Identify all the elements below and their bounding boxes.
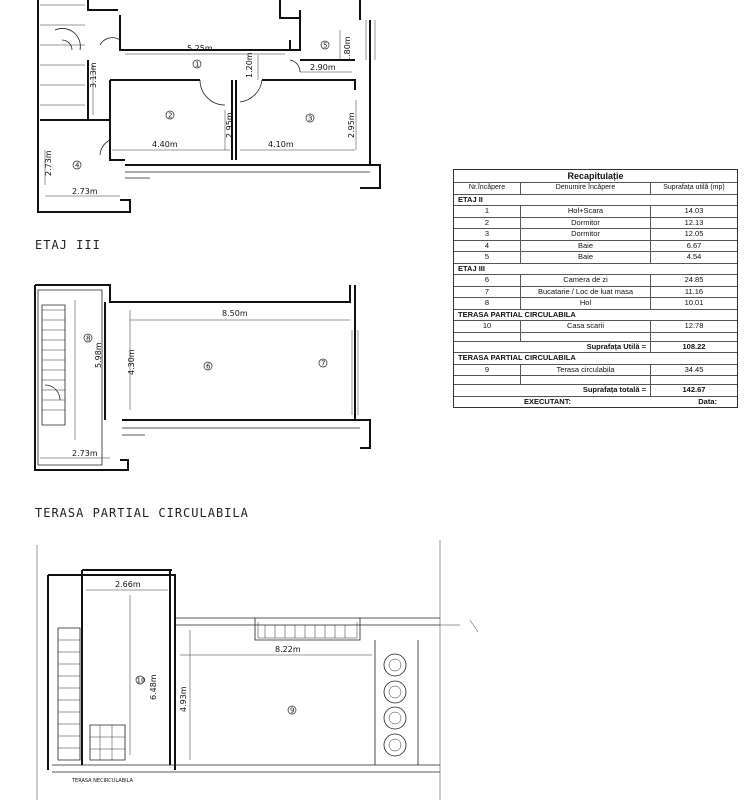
title-etaj-iii: ETAJ III [35, 238, 101, 252]
cell-name: Camera de zi [521, 275, 651, 286]
recap-table [453, 169, 738, 408]
dim-4-30m: 4.30m [127, 349, 136, 375]
table-row [454, 275, 737, 287]
dim-2-95m-right: 2.95m [347, 112, 356, 138]
cell-nr: 8 [454, 298, 521, 309]
cell-area: 4.54 [686, 252, 702, 261]
table-row [454, 241, 737, 253]
dim-4-93m: 4.93m [179, 686, 188, 712]
dim-2-66m: 2.66m [115, 580, 141, 589]
recap-title: Recapitulație [454, 170, 737, 183]
executant-row [454, 397, 737, 408]
executant-label: EXECUTANT: [524, 396, 571, 406]
header-area: Suprafața utilă (mp) [663, 184, 725, 191]
dim-5-98m: 5.98m [94, 342, 103, 368]
table-row [454, 252, 737, 264]
cell-area: 14.03 [684, 206, 704, 215]
total-area-value: 142.67 [682, 385, 706, 394]
dim-2-73m-horizontal: 2.73m [72, 187, 98, 196]
section-etaj-iii: ETAJ III [454, 264, 737, 276]
cell-name: Hol [521, 298, 651, 309]
section-terasa-1: TERASA PARTIAL CIRCULABILA [454, 310, 737, 322]
room-number-9: 9 [290, 706, 295, 715]
room-number-3: 3 [308, 114, 313, 123]
table-row [454, 298, 737, 310]
floor-plan-etaj-iii [35, 285, 370, 470]
cell-area: 34.45 [684, 364, 704, 374]
section-terasa-2: TERASA PARTIAL CIRCULABILA [454, 353, 737, 365]
cell-nr: 3 [454, 229, 521, 240]
cell-nr: 1 [454, 206, 521, 217]
cell-nr: 9 [454, 365, 521, 376]
spacer-row [454, 376, 737, 385]
date-label: Data: [698, 396, 717, 406]
cell-area: 11.16 [684, 286, 704, 296]
dim-4-10m: 4.10m [268, 140, 294, 149]
total-area-row [454, 385, 737, 397]
cell-name: Casa scarii [521, 321, 651, 332]
room-number-7: 7 [321, 359, 326, 368]
cell-area: 6.67 [686, 240, 702, 250]
table-row [454, 229, 737, 241]
room-number-8: 8 [86, 334, 91, 343]
room-number-6: 6 [206, 362, 211, 371]
dim-2-73m: 2.73m [72, 449, 98, 458]
dim-5-25m: 5.25m [187, 44, 213, 53]
room-number-1: 1 [195, 60, 200, 69]
table-row [454, 287, 737, 299]
room-number-2: 2 [168, 111, 173, 120]
total-area-label: Suprafața totală = [520, 385, 651, 396]
cell-area: 24.85 [684, 275, 704, 284]
cell-nr: 4 [454, 241, 521, 252]
cell-name: Bucatarie / Loc de luat masa [521, 287, 651, 298]
dim-1-80m: 1.80m [343, 36, 352, 62]
header-room-number: Nr.încăpere [454, 183, 521, 194]
room-number-4: 4 [75, 161, 80, 170]
dim-8-50m: 8.50m [222, 309, 248, 318]
table-row [454, 321, 737, 333]
cell-nr: 6 [454, 275, 521, 286]
dim-1-20m: 1.20m [245, 52, 254, 78]
dim-6-48m: 6.48m [149, 674, 158, 700]
cell-nr: 10 [454, 321, 521, 332]
cell-area: 12.78 [684, 321, 704, 330]
dim-2-90m: 2.90m [310, 63, 336, 72]
dim-4-40m: 4.40m [152, 140, 178, 149]
room-number-10: 10 [136, 676, 146, 685]
cell-name: Terasa circulabila [521, 365, 651, 376]
title-terasa: TERASA PARTIAL CIRCULABILA [35, 506, 249, 520]
table-row [454, 206, 737, 218]
floor-plan-etaj-ii [38, 0, 380, 212]
cell-name: Hol+Scara [521, 206, 651, 217]
room-number-5: 5 [323, 41, 328, 50]
cell-nr: 2 [454, 218, 521, 229]
cell-name: Baie [521, 241, 651, 252]
cell-area: 10.01 [684, 298, 704, 307]
section-etaj-ii: ETAJ II [454, 195, 737, 207]
cell-area: 12.05 [684, 229, 704, 238]
floor-plan-terasa [37, 540, 478, 800]
cell-name: Baie [521, 252, 651, 263]
useful-area-row [454, 342, 737, 354]
dim-2-95m-left: 2.95m [225, 112, 234, 138]
spacer-row [454, 333, 737, 342]
cell-area: 12.13 [684, 217, 704, 227]
dim-3-13m: 3.13m [89, 62, 98, 88]
dim-2-73m-vertical: 2.73m [44, 150, 53, 176]
table-row [454, 365, 737, 377]
cell-name: Dormitor [521, 218, 651, 229]
cell-name: Dormitor [521, 229, 651, 240]
cell-nr: 5 [454, 252, 521, 263]
cell-nr: 7 [454, 287, 521, 298]
table-row [454, 218, 737, 230]
header-room-name: Denumire încăpere [521, 183, 651, 194]
useful-area-label: Suprafața Utilă = [520, 342, 651, 353]
label-terasa-necirculabila: TERASA NECIRCULABILA [72, 778, 133, 784]
dim-8-22m: 8.22m [275, 645, 301, 654]
useful-area-value: 108.22 [682, 341, 706, 351]
recap-header-row [454, 183, 737, 195]
